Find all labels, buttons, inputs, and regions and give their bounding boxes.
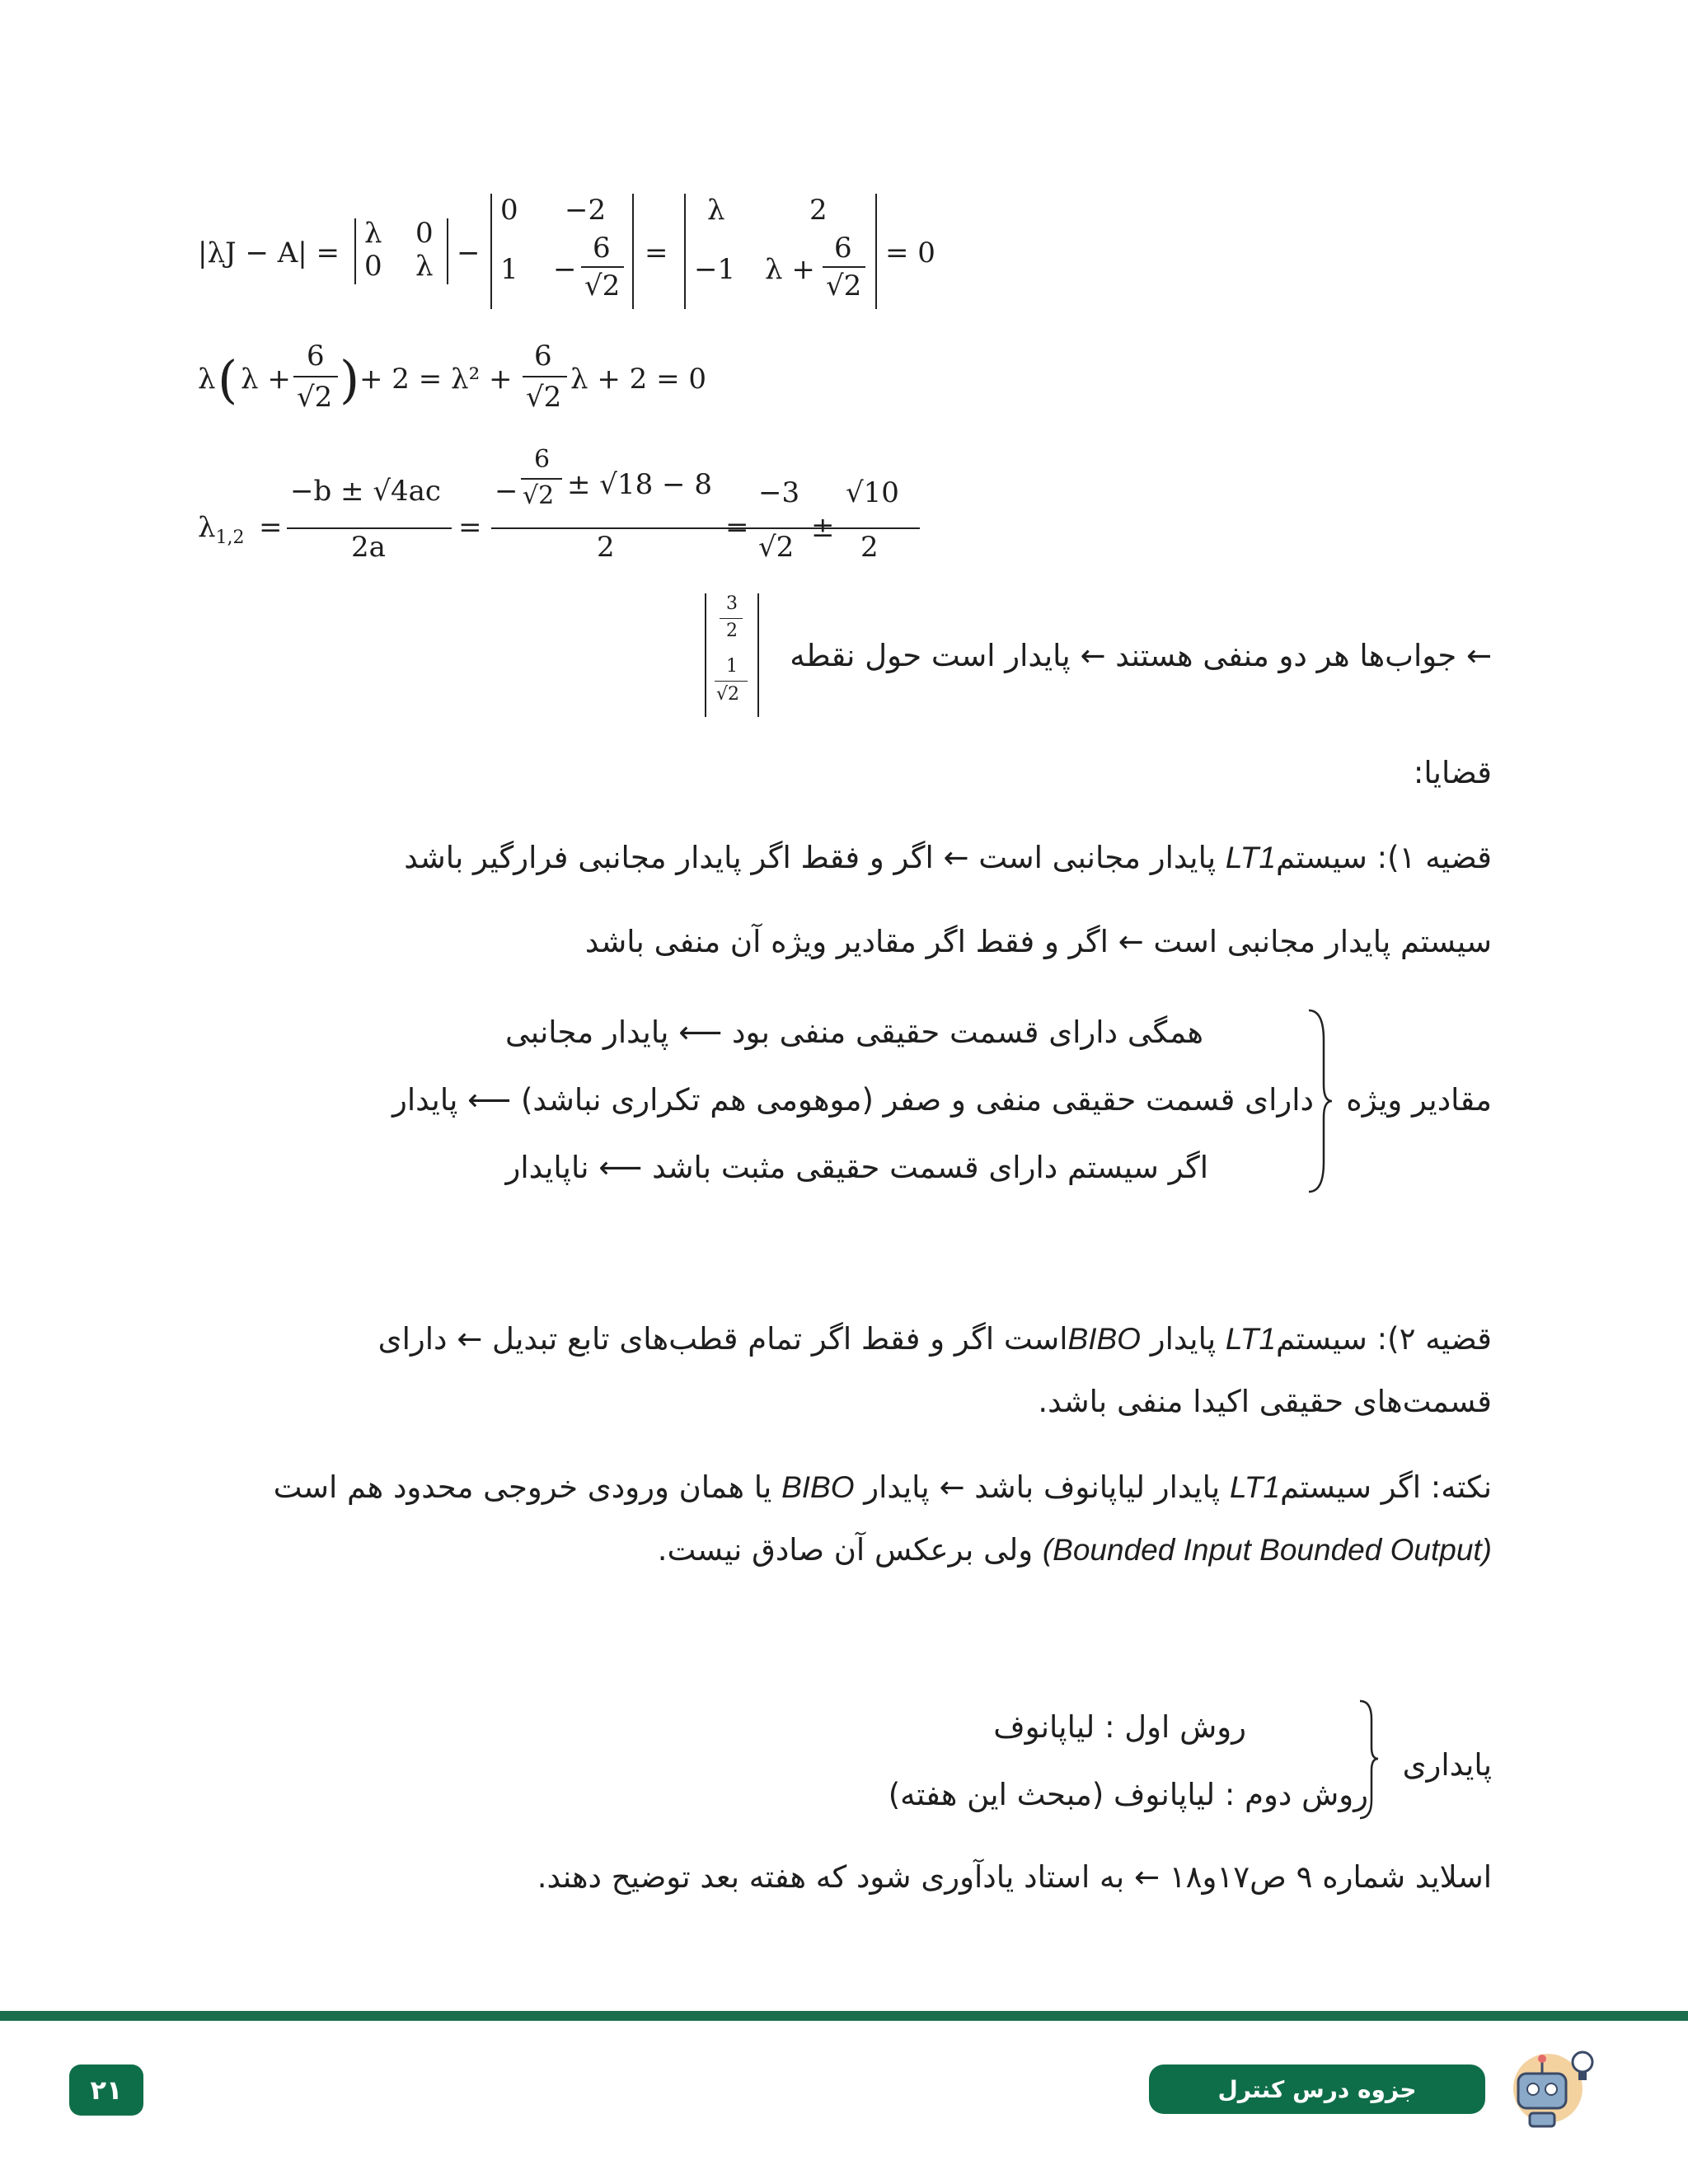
eq3-lhs: $\lambda_{1,2}$: [198, 511, 245, 548]
m3-frac-num: 6: [834, 232, 852, 265]
eq3-f1-den: 2a: [351, 531, 386, 564]
eq3-equals-2: =: [458, 511, 482, 544]
eq3-f3-num: −3: [758, 476, 800, 509]
vec-line1: [720, 618, 743, 619]
stability-label: پایداری: [1402, 1747, 1492, 1783]
eq3-f3-line: [755, 527, 803, 529]
eq3-equals-1: =: [259, 511, 283, 544]
equals-sign-1: =: [645, 237, 668, 269]
eq2-mid: + 2 = λ² +: [359, 363, 513, 396]
equation-determinant: [198, 194, 973, 317]
m1-c: 0: [364, 250, 382, 283]
eq2-frac2-den: √2: [526, 381, 562, 414]
m2-a: 0: [500, 194, 518, 227]
theorem-2: قضیه ۲): سیستمLT1 پایدار BIBOاست اگر و فقط اگر تمام قطب‌های تابع تبدیل ← دارای: [377, 1321, 1492, 1357]
eq3-f4-line: [842, 527, 902, 529]
eigen-case-2: دارای قسمت حقیقی منفی و صفر (موهومی هم تکراری نباشد) ⟵ پایدار: [392, 1082, 1314, 1118]
vec-den2: √2: [716, 684, 740, 705]
m2-d-num: 6: [593, 232, 611, 265]
vec-line2: [715, 681, 748, 682]
document-title-badge: [1149, 2064, 1485, 2114]
document-title: جزوه درس کنترل: [1217, 2075, 1417, 2103]
matrix-a: [490, 194, 634, 309]
stability-method-1: روش اول : لیاپانوف: [993, 1709, 1246, 1745]
m3-c: −1: [694, 253, 736, 286]
m3-frac-den: √2: [826, 269, 862, 302]
eq3-f3-den: √2: [758, 531, 795, 564]
stability-method-2: روش دوم : لیاپانوف (مبحث این هفته): [888, 1777, 1368, 1812]
equilibrium-point-vector: [705, 593, 759, 717]
m3-d: λ +: [765, 253, 815, 286]
theorem-2-line-2: قسمت‌های حقیقی اکیدا منفی باشد.: [1038, 1384, 1492, 1419]
m3-frac-line: [823, 266, 865, 268]
equation-characteristic: [198, 338, 775, 429]
note-line-1: نکته: اگر سیستمLT1 پایدار لیاپانوف باشد ← پایدار BIBO یا همان ورودی خروجی محدود هم است: [273, 1469, 1492, 1505]
theorem-1-line-2: سیستم پایدار مجانبی است ← اگر و فقط اگر مقادیر ویژه آن منفی باشد: [584, 924, 1492, 959]
eq2-frac-num: 6: [307, 340, 325, 373]
eq3-f2-den: 2: [597, 531, 615, 564]
slides-reminder: اسلاید شماره ۹ ص۱۷و۱۸ ← به استاد یادآوری شود که هفته بعد توضیح دهند.: [537, 1859, 1492, 1895]
equation-roots-result: [725, 470, 923, 577]
eq3-f2-num-frac-den: √2: [523, 481, 555, 510]
eigen-case-1: همگی دارای قسمت حقیقی منفی بود ⟵ پایدار مجانبی: [504, 1015, 1203, 1050]
m2-frac-line: [581, 266, 624, 268]
matrix-lambda-identity: [354, 218, 448, 284]
eq2-frac2-num: 6: [534, 340, 552, 373]
vec-num1: 3: [726, 593, 738, 614]
m2-b: −2: [565, 194, 607, 227]
eq2-paren-close: ): [340, 349, 360, 410]
m1-a: λ: [364, 217, 382, 250]
eq3-pm: ±: [811, 511, 835, 544]
m2-d-den: √2: [584, 269, 621, 302]
eq3-f1-num: −b ± √4ac: [290, 475, 441, 508]
eigenvalues-label: مقادیر ویژه: [1346, 1082, 1492, 1118]
eq2-lambda: λ: [198, 363, 216, 396]
eq1-lhs: |λJ − A| =: [198, 237, 340, 269]
robot-lightbulb-icon: [1493, 2044, 1601, 2135]
theorems-heading: قضایا:: [1413, 755, 1492, 790]
eq3-f1-line: [287, 527, 452, 529]
answers-line: ← جواب‌ها هر دو منفی هستند ← پایدار است حول نقطه: [790, 638, 1492, 673]
footer-divider: [0, 2011, 1688, 2021]
vec-den1: 2: [726, 621, 738, 641]
eq2-paren-open: (: [218, 349, 238, 410]
page-number: ۲۱: [90, 2074, 123, 2106]
eq3-f4-den: 2: [860, 531, 879, 564]
eq2-end: λ + 2 = 0: [570, 363, 707, 396]
eq3-f2-inner-line: [521, 478, 562, 480]
eq2-frac2-line: [523, 376, 567, 377]
matrix-result: [684, 194, 877, 309]
m1-b: 0: [415, 217, 434, 250]
m3-b: 2: [809, 194, 828, 227]
vec-num2: 1: [726, 656, 738, 677]
m2-d-sign: −: [553, 253, 577, 286]
m2-c: 1: [500, 253, 518, 286]
eq2-inner: λ +: [241, 363, 291, 396]
eq3-f2-rest: ± √18 − 8: [567, 468, 712, 501]
minus-sign: −: [457, 237, 481, 269]
eq3-equals-3b: =: [725, 511, 749, 544]
eigen-case-3: اگر سیستم دارای قسمت حقیقی مثبت باشد ⟵ ناپایدار: [505, 1150, 1208, 1185]
eq3-f2-minus: −: [495, 475, 518, 508]
m3-a: λ: [707, 194, 725, 227]
m1-d: λ: [415, 250, 434, 283]
eq3-f4-num: √10: [846, 476, 899, 509]
eq2-frac-line: [293, 376, 338, 377]
page-number-badge: [69, 2064, 143, 2116]
eq3-f2-num-frac-num: 6: [534, 445, 551, 474]
eq2-frac-den: √2: [297, 381, 333, 414]
theorem-1: قضیه ۱): سیستمLT1 پایدار مجانبی است ← اگر و فقط اگر پایدار مجانبی فرارگیر باشد: [404, 840, 1492, 875]
eq1-rhs: = 0: [885, 237, 935, 269]
note-line-2: (Bounded Input Bounded Output) ولی برعکس آن صادق نیست.: [657, 1532, 1492, 1568]
